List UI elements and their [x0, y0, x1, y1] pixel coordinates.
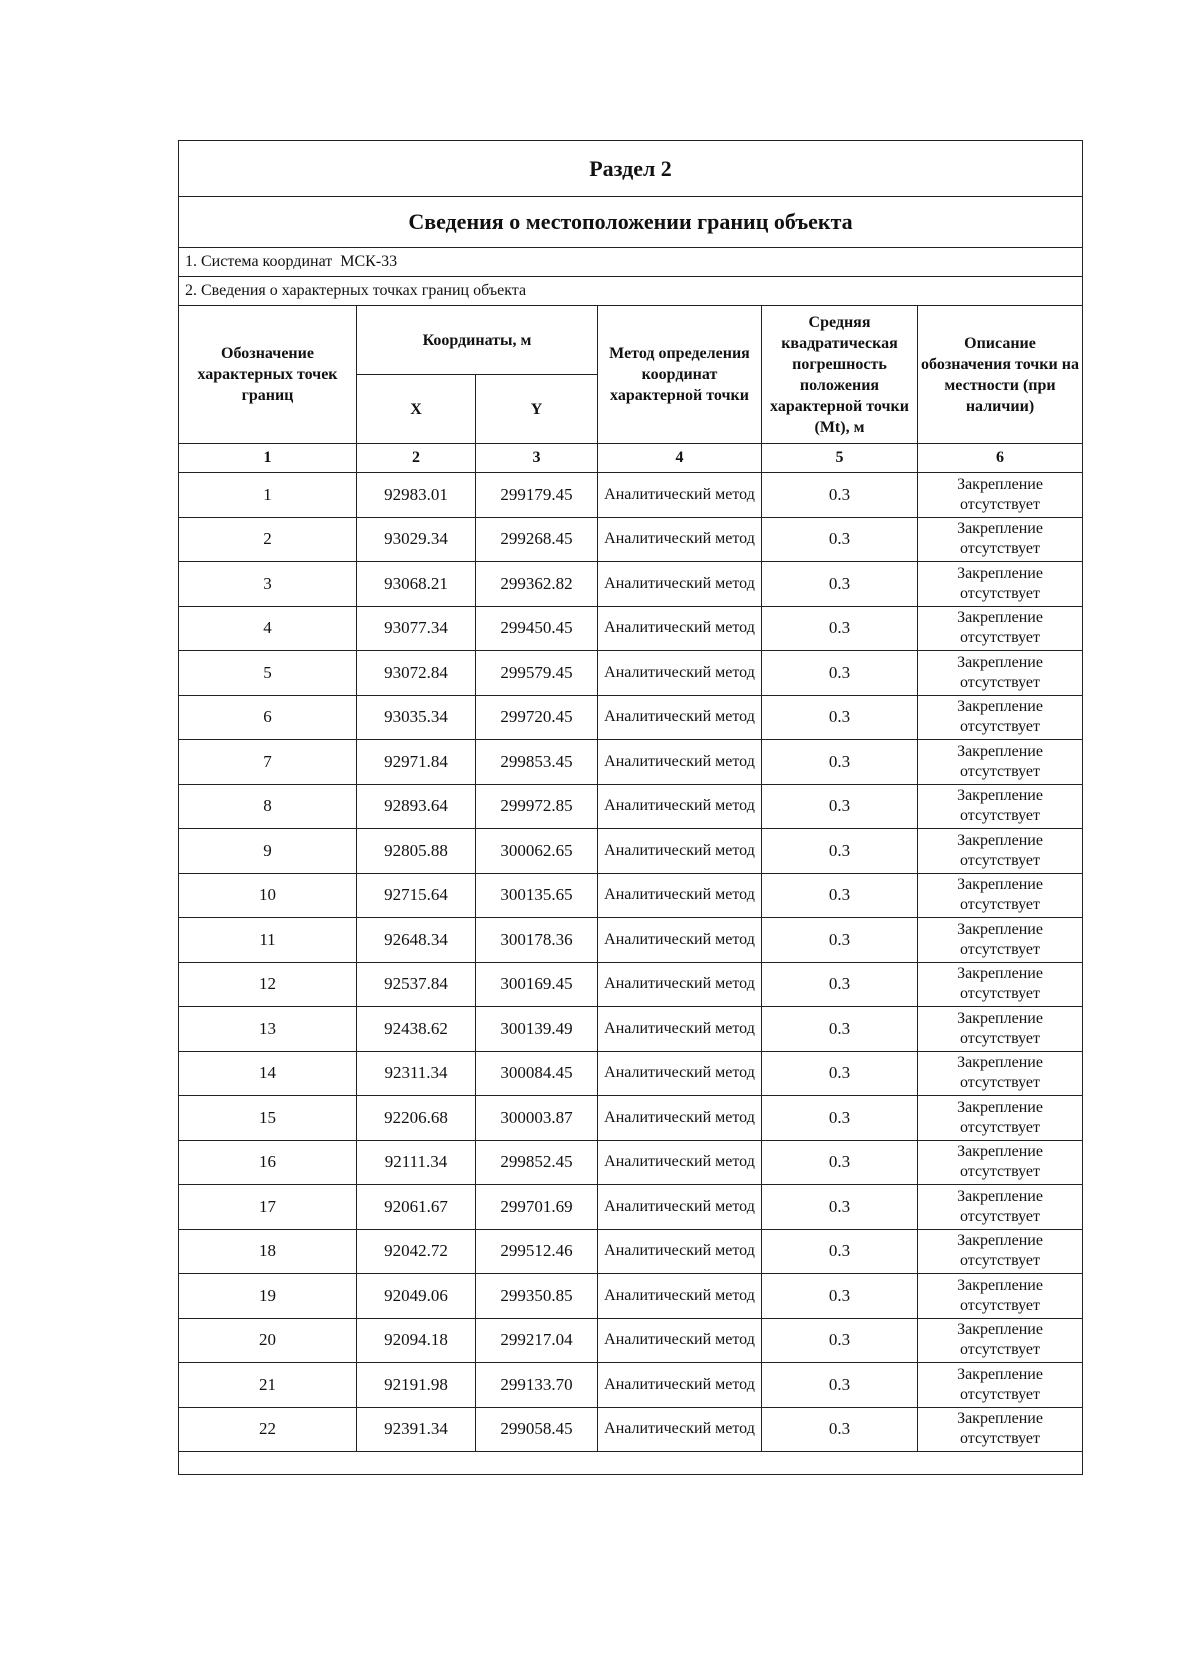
x-coordinate-cell: 92191.98 — [357, 1363, 476, 1408]
error-cell: 0.3 — [762, 1007, 918, 1052]
column-number: 2 — [357, 444, 476, 473]
coord-system-line — [179, 248, 1083, 277]
error-cell: 0.3 — [762, 1096, 918, 1141]
description-cell: Закрепление отсутствует — [918, 1229, 1083, 1274]
method-cell: Аналитический метод — [598, 1318, 762, 1363]
y-coordinate-cell: 299133.70 — [476, 1363, 598, 1408]
table-row — [179, 1318, 1083, 1363]
x-coordinate-cell: 93029.34 — [357, 517, 476, 562]
error-cell: 0.3 — [762, 562, 918, 607]
description-cell: Закрепление отсутствует — [918, 1140, 1083, 1185]
point-number-cell: 9 — [179, 829, 357, 874]
point-number-cell: 8 — [179, 784, 357, 829]
error-cell: 0.3 — [762, 1407, 918, 1452]
y-coordinate-cell: 300062.65 — [476, 829, 598, 874]
description-cell: Закрепление отсутствует — [918, 562, 1083, 607]
method-cell: Аналитический метод — [598, 1051, 762, 1096]
x-coordinate-cell: 93072.84 — [357, 651, 476, 696]
point-number-cell: 7 — [179, 740, 357, 785]
error-cell: 0.3 — [762, 784, 918, 829]
y-coordinate-cell: 299058.45 — [476, 1407, 598, 1452]
description-cell: Закрепление отсутствует — [918, 873, 1083, 918]
error-cell: 0.3 — [762, 517, 918, 562]
y-coordinate-cell: 299450.45 — [476, 606, 598, 651]
method-cell: Аналитический метод — [598, 962, 762, 1007]
error-cell: 0.3 — [762, 918, 918, 963]
y-coordinate-cell: 299179.45 — [476, 473, 598, 518]
method-cell: Аналитический метод — [598, 1363, 762, 1408]
coord-system-label: 1. Система координат — [185, 253, 333, 270]
coord-system-value: МСК-33 — [340, 253, 398, 270]
column-number: 6 — [918, 444, 1083, 473]
document-sheet — [178, 140, 1082, 1475]
point-number-cell: 15 — [179, 1096, 357, 1141]
points-info-label: 2. Сведения о характерных точках границ объекта — [179, 277, 1083, 306]
y-coordinate-cell: 300139.49 — [476, 1007, 598, 1052]
table-row — [179, 695, 1083, 740]
description-cell: Закрепление отсутствует — [918, 1051, 1083, 1096]
y-coordinate-cell: 299853.45 — [476, 740, 598, 785]
x-coordinate-cell: 92111.34 — [357, 1140, 476, 1185]
error-cell: 0.3 — [762, 1140, 918, 1185]
x-coordinate-cell: 93068.21 — [357, 562, 476, 607]
point-number-cell: 22 — [179, 1407, 357, 1452]
description-cell: Закрепление отсутствует — [918, 606, 1083, 651]
method-cell: Аналитический метод — [598, 1274, 762, 1319]
error-cell: 0.3 — [762, 1185, 918, 1230]
table-row — [179, 1274, 1083, 1319]
x-coordinate-cell: 92537.84 — [357, 962, 476, 1007]
header-coordinates: Координаты, м — [357, 306, 598, 375]
y-coordinate-cell: 299701.69 — [476, 1185, 598, 1230]
y-coordinate-cell: 299217.04 — [476, 1318, 598, 1363]
y-coordinate-cell: 300135.65 — [476, 873, 598, 918]
description-cell: Закрепление отсутствует — [918, 1407, 1083, 1452]
y-coordinate-cell: 299350.85 — [476, 1274, 598, 1319]
table-row — [179, 784, 1083, 829]
y-coordinate-cell: 300178.36 — [476, 918, 598, 963]
method-cell: Аналитический метод — [598, 1185, 762, 1230]
y-coordinate-cell: 299720.45 — [476, 695, 598, 740]
point-number-cell: 2 — [179, 517, 357, 562]
point-number-cell: 19 — [179, 1274, 357, 1319]
error-cell: 0.3 — [762, 829, 918, 874]
x-coordinate-cell: 92715.64 — [357, 873, 476, 918]
x-coordinate-cell: 92061.67 — [357, 1185, 476, 1230]
description-cell: Закрепление отсутствует — [918, 829, 1083, 874]
header-error: Средняя квадратическая погрешность положения характерной точки (Mt), м — [762, 306, 918, 444]
table-row — [179, 873, 1083, 918]
column-number: 4 — [598, 444, 762, 473]
error-cell: 0.3 — [762, 962, 918, 1007]
method-cell: Аналитический метод — [598, 784, 762, 829]
table-footer-spacer — [179, 1452, 1083, 1475]
data-rows — [179, 473, 1083, 1452]
error-cell: 0.3 — [762, 695, 918, 740]
x-coordinate-cell: 92391.34 — [357, 1407, 476, 1452]
point-number-cell: 13 — [179, 1007, 357, 1052]
description-cell: Закрепление отсутствует — [918, 962, 1083, 1007]
table-row — [179, 606, 1083, 651]
description-cell: Закрепление отсутствует — [918, 1318, 1083, 1363]
table-row — [179, 1229, 1083, 1274]
header-y: Y — [476, 375, 598, 444]
method-cell: Аналитический метод — [598, 1140, 762, 1185]
error-cell: 0.3 — [762, 1229, 918, 1274]
x-coordinate-cell: 92311.34 — [357, 1051, 476, 1096]
header-method: Метод определения координат характерной точки — [598, 306, 762, 444]
x-coordinate-cell: 92983.01 — [357, 473, 476, 518]
point-number-cell: 11 — [179, 918, 357, 963]
table-row — [179, 918, 1083, 963]
table-row — [179, 517, 1083, 562]
header-x: X — [357, 375, 476, 444]
method-cell: Аналитический метод — [598, 562, 762, 607]
table-row — [179, 740, 1083, 785]
y-coordinate-cell: 300084.45 — [476, 1051, 598, 1096]
method-cell: Аналитический метод — [598, 1229, 762, 1274]
x-coordinate-cell: 92049.06 — [357, 1274, 476, 1319]
y-coordinate-cell: 299268.45 — [476, 517, 598, 562]
y-coordinate-cell: 299512.46 — [476, 1229, 598, 1274]
table-row — [179, 1407, 1083, 1452]
y-coordinate-cell: 299852.45 — [476, 1140, 598, 1185]
column-number: 1 — [179, 444, 357, 473]
x-coordinate-cell: 92893.64 — [357, 784, 476, 829]
method-cell: Аналитический метод — [598, 740, 762, 785]
x-coordinate-cell: 93035.34 — [357, 695, 476, 740]
method-cell: Аналитический метод — [598, 1407, 762, 1452]
table-row — [179, 1140, 1083, 1185]
x-coordinate-cell: 92438.62 — [357, 1007, 476, 1052]
table-row — [179, 1007, 1083, 1052]
error-cell: 0.3 — [762, 1051, 918, 1096]
x-coordinate-cell: 92971.84 — [357, 740, 476, 785]
method-cell: Аналитический метод — [598, 517, 762, 562]
description-cell: Закрепление отсутствует — [918, 695, 1083, 740]
description-cell: Закрепление отсутствует — [918, 651, 1083, 696]
y-coordinate-cell: 299972.85 — [476, 784, 598, 829]
table-row — [179, 1096, 1083, 1141]
description-cell: Закрепление отсутствует — [918, 517, 1083, 562]
table-row — [179, 829, 1083, 874]
section-title: Раздел 2 — [179, 141, 1083, 197]
point-number-cell: 10 — [179, 873, 357, 918]
point-number-cell: 6 — [179, 695, 357, 740]
method-cell: Аналитический метод — [598, 873, 762, 918]
method-cell: Аналитический метод — [598, 695, 762, 740]
table-row — [179, 562, 1083, 607]
method-cell: Аналитический метод — [598, 606, 762, 651]
description-cell: Закрепление отсутствует — [918, 784, 1083, 829]
description-cell: Закрепление отсутствует — [918, 1274, 1083, 1319]
x-coordinate-cell: 93077.34 — [357, 606, 476, 651]
column-numbers-row — [179, 444, 1083, 473]
point-number-cell: 17 — [179, 1185, 357, 1230]
x-coordinate-cell: 92648.34 — [357, 918, 476, 963]
table-row — [179, 1185, 1083, 1230]
error-cell: 0.3 — [762, 1318, 918, 1363]
error-cell: 0.3 — [762, 651, 918, 696]
y-coordinate-cell: 300169.45 — [476, 962, 598, 1007]
column-number: 3 — [476, 444, 598, 473]
description-cell: Закрепление отсутствует — [918, 473, 1083, 518]
method-cell: Аналитический метод — [598, 918, 762, 963]
method-cell: Аналитический метод — [598, 1096, 762, 1141]
point-number-cell: 3 — [179, 562, 357, 607]
point-number-cell: 12 — [179, 962, 357, 1007]
boundary-table — [178, 140, 1083, 1475]
column-number: 5 — [762, 444, 918, 473]
table-row — [179, 651, 1083, 696]
description-cell: Закрепление отсутствует — [918, 1363, 1083, 1408]
method-cell: Аналитический метод — [598, 1007, 762, 1052]
point-number-cell: 20 — [179, 1318, 357, 1363]
table-row — [179, 1363, 1083, 1408]
x-coordinate-cell: 92042.72 — [357, 1229, 476, 1274]
table-row — [179, 473, 1083, 518]
x-coordinate-cell: 92094.18 — [357, 1318, 476, 1363]
error-cell: 0.3 — [762, 473, 918, 518]
description-cell: Закрепление отсутствует — [918, 918, 1083, 963]
description-cell: Закрепление отсутствует — [918, 1007, 1083, 1052]
error-cell: 0.3 — [762, 1274, 918, 1319]
table-row — [179, 1051, 1083, 1096]
error-cell: 0.3 — [762, 873, 918, 918]
point-number-cell: 16 — [179, 1140, 357, 1185]
point-number-cell: 14 — [179, 1051, 357, 1096]
header-point-designation: Обозначение характерных точек границ — [179, 306, 357, 444]
x-coordinate-cell: 92805.88 — [357, 829, 476, 874]
point-number-cell: 1 — [179, 473, 357, 518]
y-coordinate-cell: 299362.82 — [476, 562, 598, 607]
point-number-cell: 21 — [179, 1363, 357, 1408]
point-number-cell: 18 — [179, 1229, 357, 1274]
point-number-cell: 4 — [179, 606, 357, 651]
y-coordinate-cell: 300003.87 — [476, 1096, 598, 1141]
table-row — [179, 962, 1083, 1007]
description-cell: Закрепление отсутствует — [918, 740, 1083, 785]
description-cell: Закрепление отсутствует — [918, 1096, 1083, 1141]
method-cell: Аналитический метод — [598, 473, 762, 518]
error-cell: 0.3 — [762, 606, 918, 651]
header-description: Описание обозначения точки на местности (при наличии) — [918, 306, 1083, 444]
section-subtitle: Сведения о местоположении границ объекта — [179, 197, 1083, 248]
y-coordinate-cell: 299579.45 — [476, 651, 598, 696]
error-cell: 0.3 — [762, 1363, 918, 1408]
x-coordinate-cell: 92206.68 — [357, 1096, 476, 1141]
method-cell: Аналитический метод — [598, 651, 762, 696]
method-cell: Аналитический метод — [598, 829, 762, 874]
point-number-cell: 5 — [179, 651, 357, 696]
error-cell: 0.3 — [762, 740, 918, 785]
description-cell: Закрепление отсутствует — [918, 1185, 1083, 1230]
